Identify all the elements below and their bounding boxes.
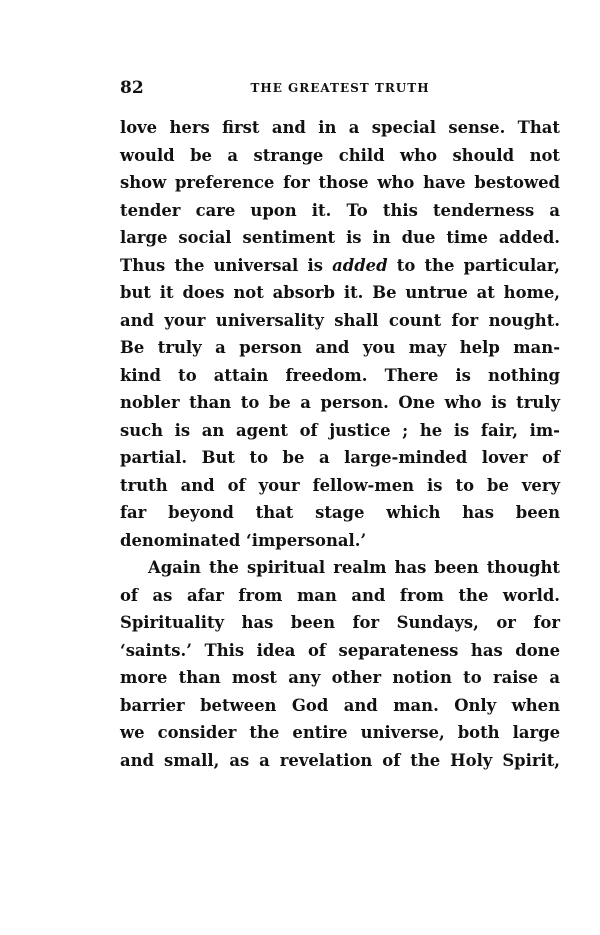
- text-line: Again the spiritual realm has been thought: [148, 558, 560, 577]
- text-line: show preference for those who have bestowed: [120, 173, 560, 192]
- text-line: but it does not absorb it. Be untrue at home,: [120, 283, 560, 302]
- text-line: more than most any other notion to raise a: [120, 668, 560, 687]
- text-line: barrier between God and man. Only when: [120, 695, 560, 715]
- running-title: THE GREATEST TRUTH: [250, 81, 430, 95]
- text-line: of as afar from man and from the world.: [120, 585, 560, 605]
- text-line: far beyond that stage which has been: [120, 503, 560, 522]
- text-line: nobler than to be a person. One who is truly: [120, 393, 560, 412]
- text-line: love hers first and in a special sense. That: [120, 118, 560, 137]
- italic-word: added: [332, 255, 388, 275]
- text-line: ‘saints.’ This idea of separateness has done: [120, 640, 560, 660]
- text-line: Be truly a person and you may help man-: [120, 338, 560, 357]
- page-body-text: [120, 114, 560, 774]
- text-line: and your universality shall count for nought.: [120, 310, 560, 330]
- text-line: [120, 252, 560, 280]
- text-line: would be a strange child who should not: [120, 145, 560, 165]
- text-line: Spirituality has been for Sundays, or for: [120, 613, 560, 632]
- running-header: [120, 78, 560, 100]
- text-line: large social sentiment is in due time added.: [120, 228, 560, 247]
- text-line: such is an agent of justice ; he is fair, im-: [120, 420, 560, 440]
- text-line: and small, as a revelation of the Holy Spirit,: [120, 750, 560, 770]
- page-number: 82: [120, 78, 144, 98]
- text-segment: Thus the universal is: [120, 255, 333, 275]
- text-line: denominated ‘impersonal.’: [120, 530, 367, 550]
- text-line: partial. But to be a large-minded lover of: [120, 448, 560, 467]
- text-line: truth and of your fellow-men is to be very: [120, 475, 560, 495]
- text-line: we consider the entire universe, both large: [120, 723, 560, 742]
- text-segment: to the particular,: [387, 255, 560, 275]
- text-line: tender care upon it. To this tenderness a: [120, 200, 560, 220]
- text-line: kind to attain freedom. There is nothing: [120, 365, 560, 385]
